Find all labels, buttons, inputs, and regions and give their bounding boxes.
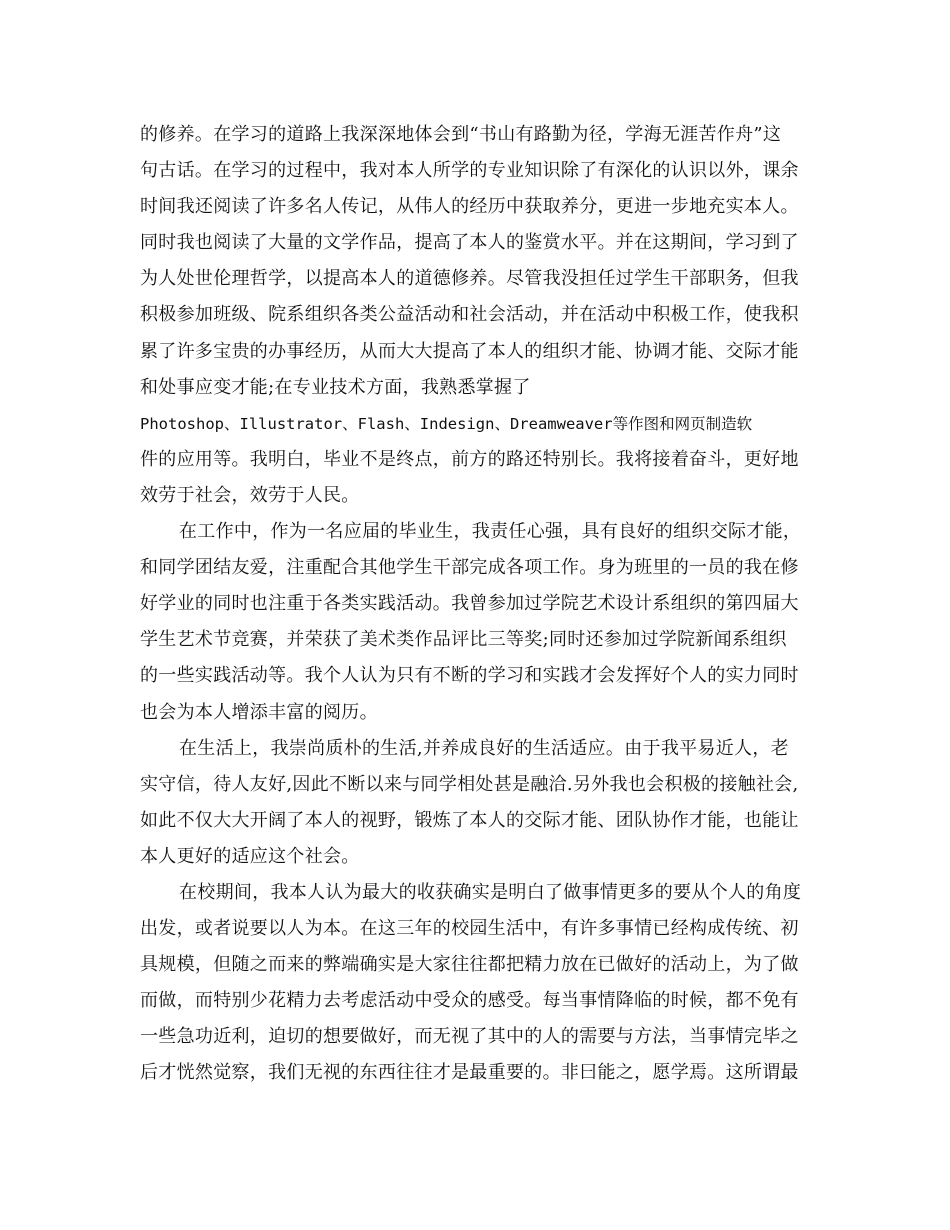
paragraph-first-line: 在生活上，我崇尚质朴的生活,并养成良好的生活适应。由于我平易近人，老 (179, 737, 789, 759)
text-line: 学生艺术节竞赛，并荣获了美术类作品评比三等奖;同时还参加过学院新闻系组织 (140, 629, 787, 651)
text-line: 好学业的同时也注重于各类实践活动。我曾参加过学院艺术设计系组织的第四届大 (140, 593, 799, 615)
text-line: 累了许多宝贵的办事经历，从而大大提高了本人的组织才能、协调才能、交际才能 (140, 340, 799, 362)
paragraph-first-line: 在校期间，我本人认为最大的收获确实是明白了做事情更多的要从个人的角度 (179, 881, 802, 903)
text-line: 具规模，但随之而来的弊端确实是大家往往都把精力放在已做好的活动上，为了做 (140, 954, 799, 976)
text-line: 的一些实践活动等。我个人认为只有不断的学习和实践才会发挥好个人的实力同时 (140, 665, 799, 687)
text-line: 和处事应变才能;在专业技术方面，我熟悉掌握了 (140, 376, 531, 398)
text-line: 本人更好的适应这个社会。 (140, 845, 360, 867)
paragraph-first-line: 在工作中，作为一名应届的毕业生，我责任心强，具有良好的组织交际才能， (179, 521, 802, 543)
text-line: 的修养。在学习的道路上我深深地体会到“书山有路勤为径，学海无涯苦作舟”这 (140, 124, 782, 145)
text-line: 积极参加班级、院系组织各类公益活动和社会活动，并在活动中积极工作，使我积 (140, 304, 799, 326)
text-line: 句古话。在学习的过程中，我对本人所学的专业知识除了有深化的认识以外，课余 (140, 160, 799, 182)
text-line: 效劳于社会，效劳于人民。 (140, 484, 360, 506)
text-line: Photoshop、Illustrator、Flash、Indesign、Dreamweaver等作图和网页制造软 (140, 414, 753, 433)
text-line: 一些急功近利，迫切的想要做好，而无视了其中的人的需要与方法，当事情完毕之 (140, 1026, 799, 1048)
text-line: 也会为本人增添丰富的阅历。 (140, 701, 378, 723)
text-line: 而做，而特别少花精力去考虑活动中受众的感受。每当事情降临的时候，都不免有 (140, 990, 799, 1012)
text-line: 件的应用等。我明白，毕业不是终点，前方的路还特别长。我将接着奋斗，更好地 (140, 448, 799, 470)
text-line: 如此不仅大大开阔了本人的视野，锻炼了本人的交际才能、团队协作才能，也能让 (140, 809, 799, 831)
text-line: 时间我还阅读了许多名人传记，从伟人的经历中获取养分，更进一步地充实本人。 (140, 196, 799, 218)
text-line: 同时我也阅读了大量的文学作品，提高了本人的鉴赏水平。并在这期间，学习到了 (140, 232, 799, 254)
text-line: 出发，或者说要以人为本。在这三年的校园生活中，有许多事情已经构成传统、初 (140, 918, 799, 940)
body-text (140, 117, 820, 1092)
text-line: 和同学团结友爱，注重配合其他学生干部完成各项工作。身为班里的一员的我在修 (140, 557, 799, 579)
text-line: 实守信，待人友好,因此不断以来与同学相处甚是融洽.另外我也会积极的接触社会, (140, 773, 799, 795)
text-line: 后才恍然觉察，我们无视的东西往往才是最重要的。非曰能之，愿学焉。这所谓最 (140, 1062, 799, 1084)
text-line: 为人处世伦理哲学，以提高本人的道德修养。尽管我没担任过学生干部职务，但我 (140, 268, 799, 290)
